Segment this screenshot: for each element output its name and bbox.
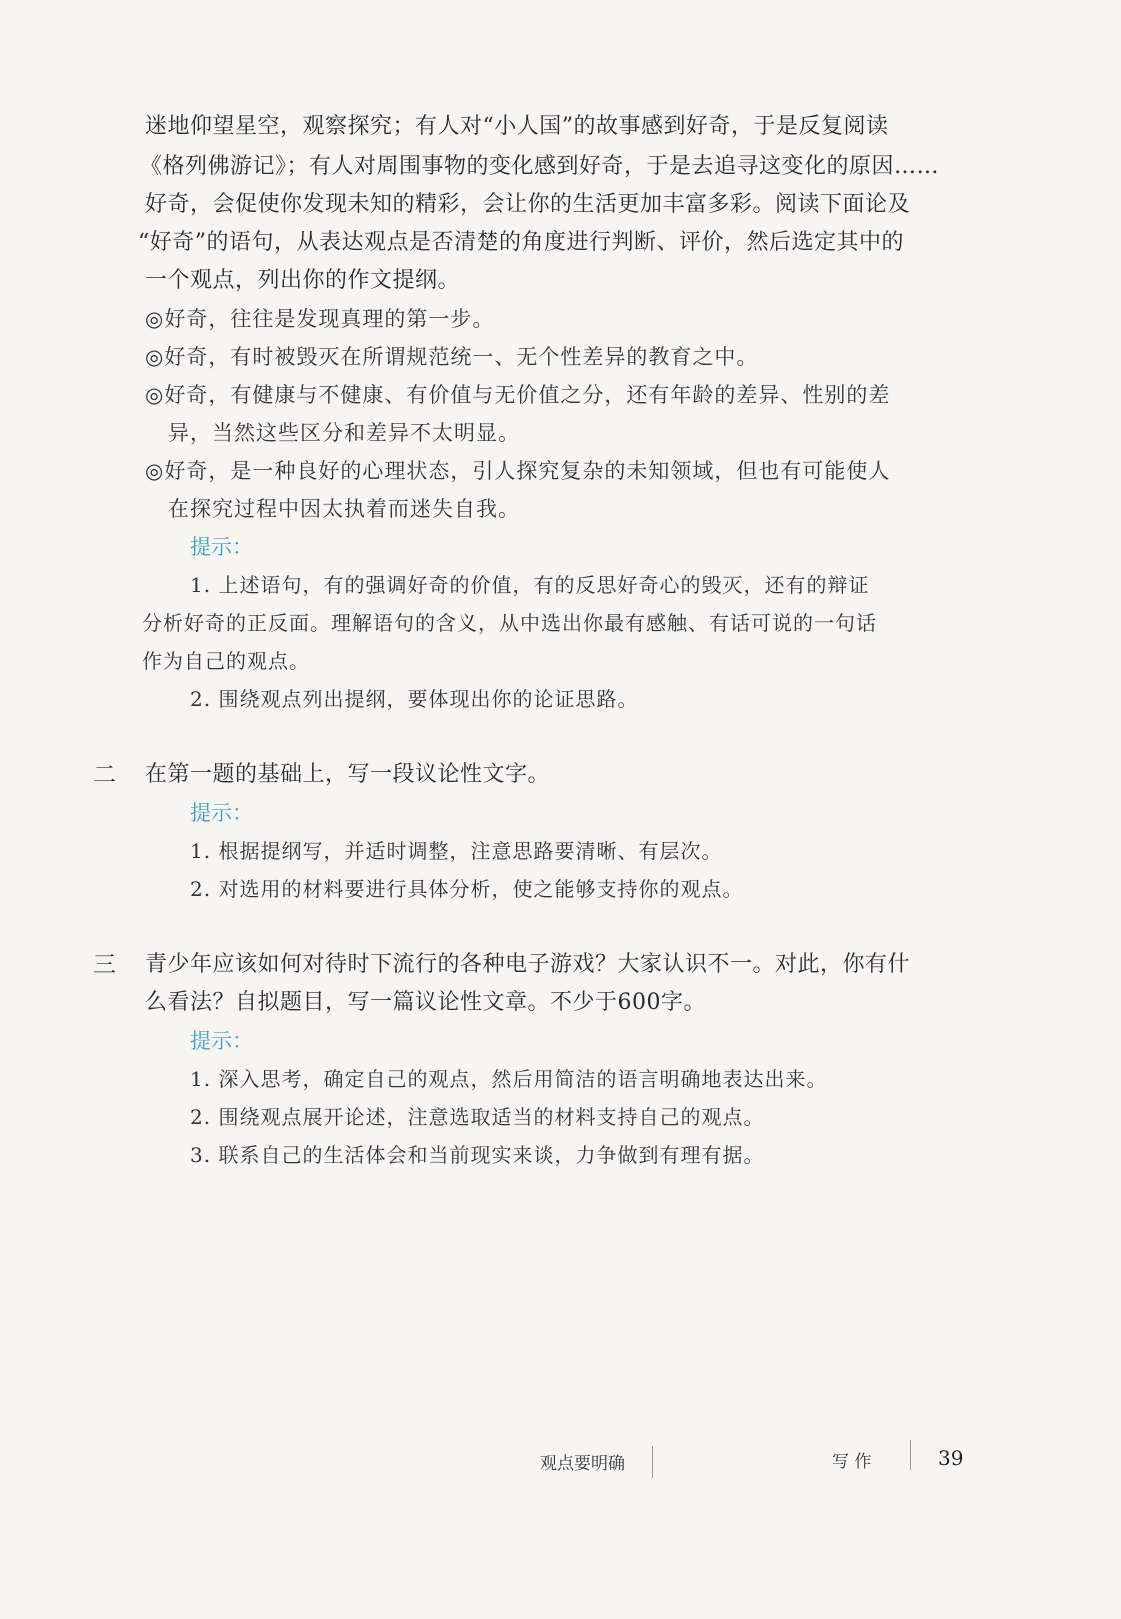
- quote-line: ◎好奇，有时被毁灭在所谓规范统一、无个性差异的教育之中。: [145, 345, 759, 369]
- section-text: 在第一题的基础上，写一段议论性文字。: [145, 762, 551, 787]
- quote-line: 在探究过程中因太执着而迷失自我。: [168, 497, 520, 521]
- quote-line: ◎好奇，是一种良好的心理状态，引人探究复杂的未知领域，但也有可能使人: [145, 459, 891, 483]
- hint-label: 提示：: [190, 535, 253, 559]
- quote-line: ◎好奇，有健康与不健康、有价值与无价值之分，还有年龄的差异、性别的差: [145, 383, 891, 407]
- hint-tip: 2. 围绕观点展开论述，注意选取适当的材料支持自己的观点。: [190, 1105, 765, 1129]
- hint-tip: 分析好奇的正反面。理解语句的含义，从中选出你最有感触、有话可说的一句话: [142, 611, 877, 635]
- hint-label: 提示：: [190, 1029, 253, 1053]
- section-number: 三: [93, 952, 116, 978]
- intro-line: 《格列佛游记》；有人对周围事物的变化感到好奇，于是去追寻这变化的原因……: [140, 154, 940, 179]
- hint-label: 提示：: [190, 801, 253, 825]
- hint-tip: 作为自己的观点。: [142, 649, 310, 673]
- hint-tip: 3. 联系自己的生活体会和当前现实来谈，力争做到有理有据。: [190, 1143, 765, 1167]
- hint-tip: 1. 上述语句，有的强调好奇的价值，有的反思好奇心的毁灭，还有的辩证: [190, 573, 870, 597]
- intro-line: 一个观点，列出你的作文提纲。: [145, 268, 461, 293]
- footer-section: 写 作: [832, 1452, 872, 1472]
- hint-tip: 1. 根据提纲写，并适时调整，注意思路要清晰、有层次。: [190, 839, 723, 863]
- hint-tip: 1. 深入思考，确定自己的观点，然后用简洁的语言明确地表达出来。: [190, 1067, 828, 1091]
- section-text: 么看法？自拟题目，写一篇议论性文章。不少于600字。: [145, 990, 706, 1015]
- intro-line: 迷地仰望星空，观察探究；有人对“小人国”的故事感到好奇，于是反复阅读: [145, 114, 889, 139]
- page-number: 39: [938, 1446, 964, 1470]
- quote-line: 异，当然这些区分和差异不太明显。: [168, 421, 520, 445]
- hint-tip: 2. 围绕观点列出提纲，要体现出你的论证思路。: [190, 687, 639, 711]
- footer-unit-title: 观点要明确: [540, 1454, 625, 1474]
- hint-tip: 2. 对选用的材料要进行具体分析，使之能够支持你的观点。: [190, 877, 744, 901]
- section-text: 青少年应该如何对待时下流行的各种电子游戏？大家认识不一。对此，你有什: [145, 952, 911, 977]
- quote-line: ◎好奇，往往是发现真理的第一步。: [145, 307, 495, 331]
- intro-line: “好奇”的语句，从表达观点是否清楚的角度进行判断、评价，然后选定其中的: [138, 230, 904, 255]
- footer-divider: [910, 1440, 911, 1470]
- section-number: 二: [93, 762, 116, 788]
- footer-divider: [652, 1446, 653, 1478]
- intro-line: 好奇，会促使你发现未知的精彩，会让你的生活更加丰富多彩。阅读下面论及: [145, 192, 911, 217]
